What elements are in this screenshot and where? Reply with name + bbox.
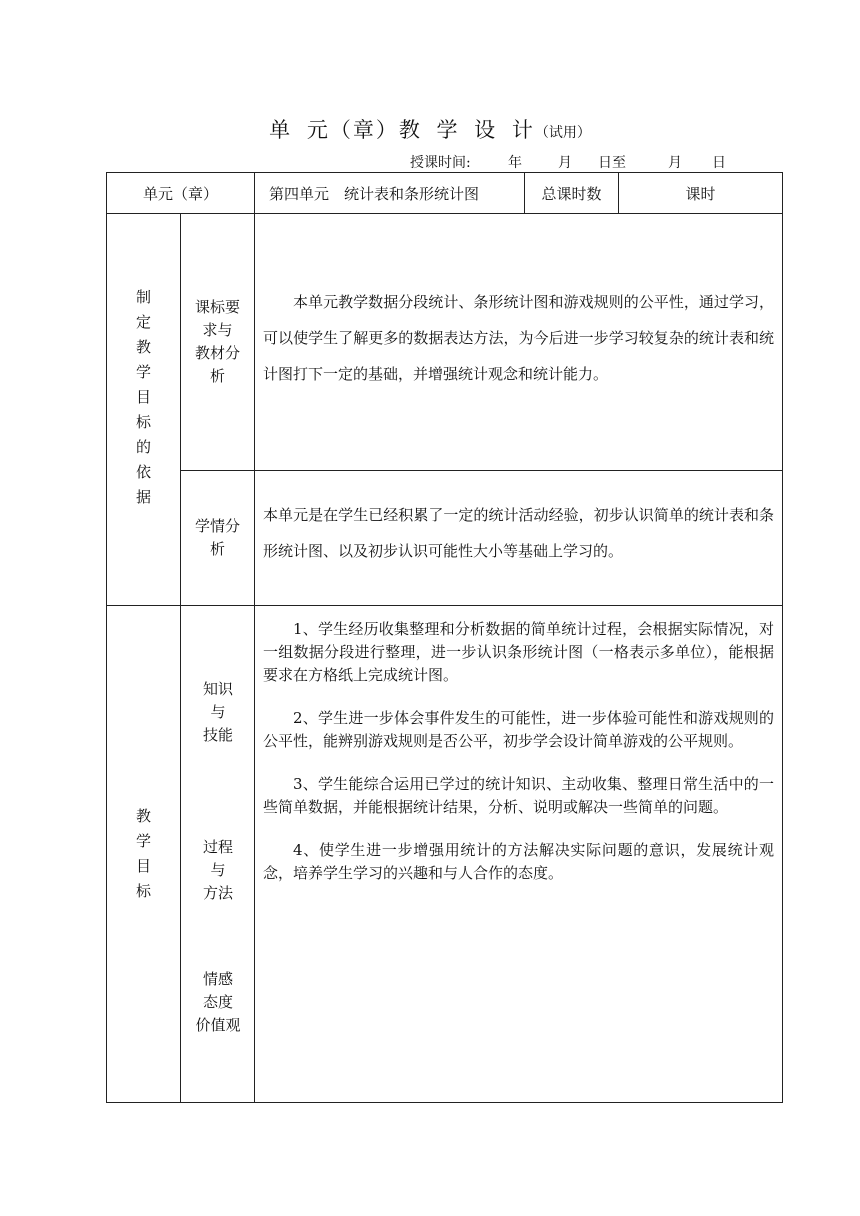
students-label-line: 学情分 [195,517,241,535]
basis-label-char: 的 [135,438,151,456]
title-main: 单 元（章）教 学 设 计 [269,118,535,142]
title-note: （试用） [534,125,591,141]
goals-row [107,606,783,1103]
knowledge-label-line: 与 [210,703,226,721]
time-day-end: 日 [712,155,726,171]
unit-row [107,173,783,214]
unit-label: 单元（章） [107,173,255,214]
time-day-start: 日至 [598,155,626,171]
basis-label-char: 据 [135,488,151,506]
time-label: 授课时间: [410,155,471,171]
emotion-label-line: 态度 [202,993,233,1011]
unit-value: 第四单元 统计表和条形统计图 [255,173,525,214]
basis-label-char: 标 [135,413,151,431]
basis-label [107,214,181,606]
time-month-start: 月 [558,155,572,171]
basis-label-char: 教 [135,338,151,356]
basis-label-char: 目 [135,388,151,406]
goal-categories [181,606,255,1103]
curriculum-label-line: 教材分 [195,344,241,362]
curriculum-label-line: 求与 [202,321,233,339]
students-analysis [255,471,783,606]
curriculum-row [107,214,783,471]
goals-label [107,606,181,1103]
knowledge-label-line: 技能 [202,726,233,744]
goal-item: 4、使学生进一步增强用统计的方法解决实际问题的意识，发展统计观念，培养学生学习的兴趣和与人合作的态度。 [263,841,775,882]
lesson-design-table [106,172,783,1103]
process-label-line: 与 [210,861,226,879]
knowledge-label-line: 知识 [202,680,233,698]
goals-label-char: 标 [135,882,151,900]
curriculum-label [181,214,255,471]
goal-item: 3、学生能综合运用已学过的统计知识、主动收集、整理日常生活中的一些简单数据，并能根据统计结果，分析、说明或解决一些简单的问题。 [263,775,775,816]
curriculum-label-line: 课标要 [195,298,241,316]
emotion-values-label [181,968,255,1037]
goals-label-char: 目 [135,857,151,875]
time-month-end: 月 [668,155,682,171]
knowledge-skills-label [181,678,255,747]
process-methods-label [181,836,255,905]
students-label-line: 析 [210,540,226,558]
goals-label-char: 教 [135,807,151,825]
hours-unit: 课时 [619,173,783,214]
basis-label-char: 定 [135,313,151,331]
basis-label-char: 学 [135,363,151,381]
curriculum-text: 本单元教学数据分段统计、条形统计图和游戏规则的公平性，通过学习，可以使学生了解更多的数据表达方法，为今后进一步学习较复杂的统计表和统计图打下一定的基础，并增强统计观念和统计能力。 [263,293,775,383]
curriculum-label-line: 析 [210,367,226,385]
emotion-label-line: 情感 [202,970,233,988]
time-year: 年 [508,155,522,171]
basis-label-char: 依 [135,463,151,481]
process-label-line: 过程 [202,838,233,856]
goal-item: 2、学生进一步体会事件发生的可能性，进一步体验可能性和游戏规则的公平性，能辨别游戏规则是否公平，初步学会设计简单游戏的公平规则。 [263,709,775,750]
students-text: 本单元是在学生已经积累了一定的统计活动经验，初步认识简单的统计表和条形统计图、以及初步认识可能性大小等基础上学习的。 [263,506,775,560]
total-hours-label: 总课时数 [525,173,619,214]
teaching-time-line [410,152,726,172]
students-label [181,471,255,606]
emotion-label-line: 价值观 [195,1016,241,1034]
students-row [107,471,783,606]
curriculum-analysis [255,214,783,471]
goals-list [255,606,783,1103]
document-title [0,114,860,144]
goal-item: 1、学生经历收集整理和分析数据的简单统计过程，会根据实际情况，对一组数据分段进行整理，进一步认识条形统计图（一格表示多单位），能根据要求在方格纸上完成统计图。 [263,620,775,684]
basis-label-char: 制 [135,288,151,306]
goals-label-char: 学 [135,832,151,850]
process-label-line: 方法 [202,884,233,902]
